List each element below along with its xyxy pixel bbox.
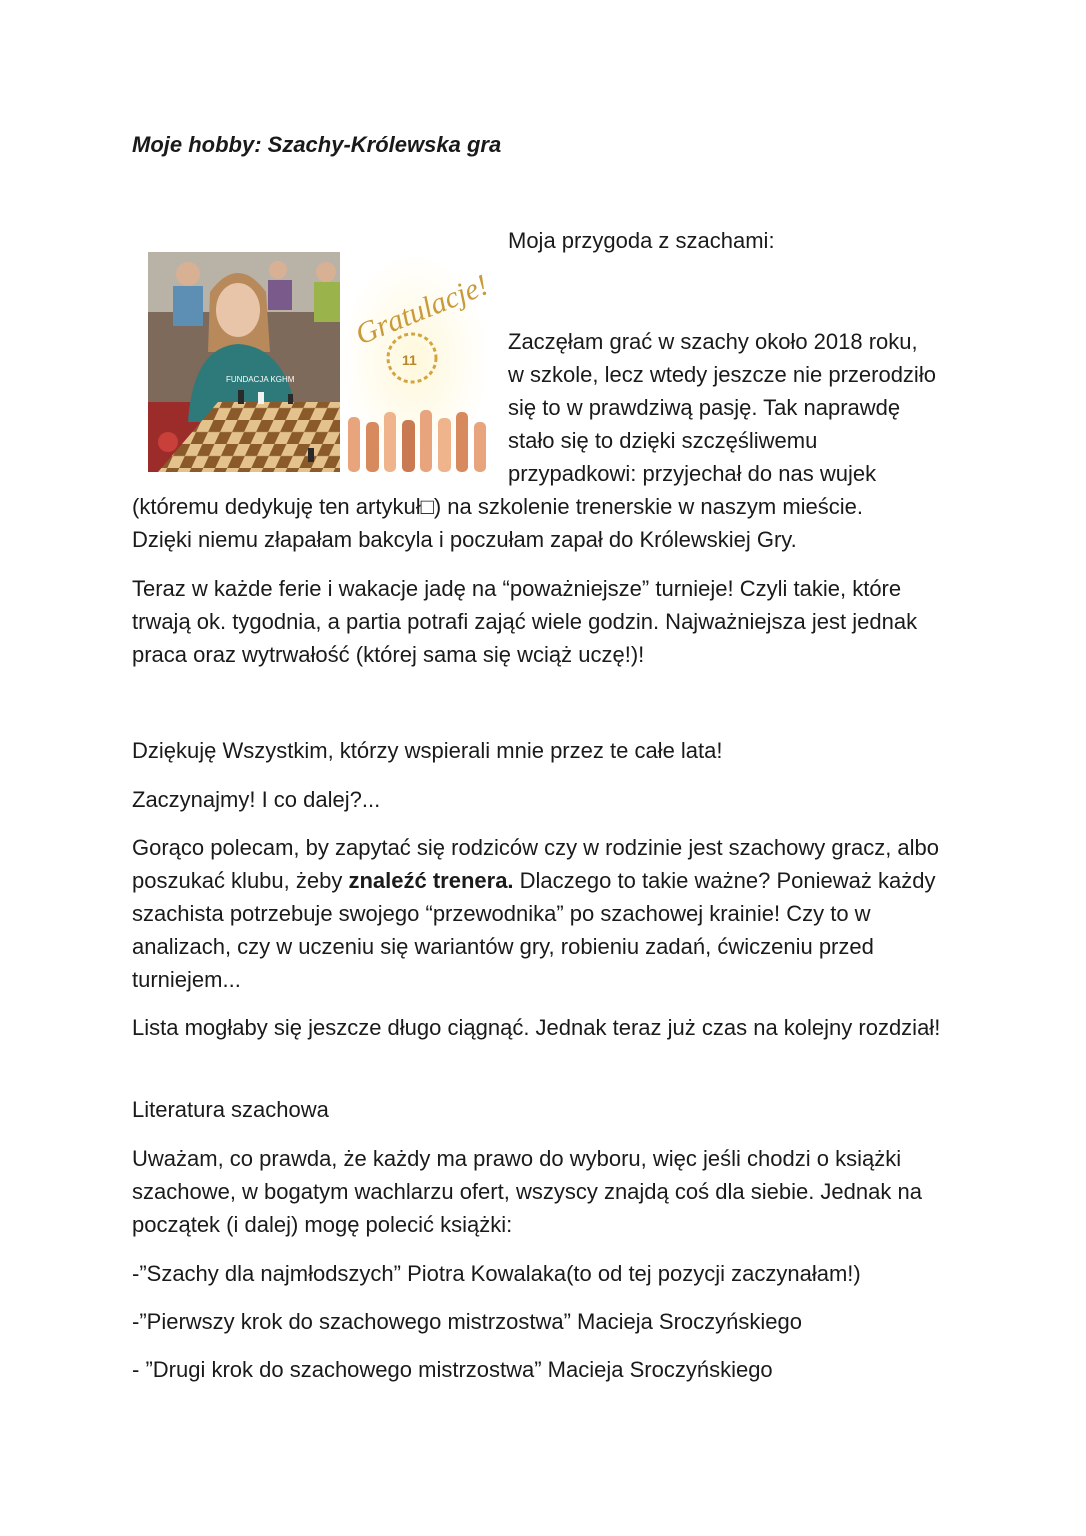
paragraph-literature bbox=[132, 1142, 962, 1241]
paragraph-thanks bbox=[132, 734, 962, 767]
chess-photo bbox=[148, 252, 490, 472]
text-span: Gorąco polecam, by zapytać się rodziców czy w rodzinie jest szachowy gracz, albo poszukać klubu, żeby bbox=[132, 835, 940, 893]
text-line: Dzięki niemu złapałam bakcyla i poczułam zapał do Królewskiej Gry. bbox=[132, 527, 797, 552]
paragraph-text bbox=[132, 831, 962, 996]
section-heading-literature bbox=[132, 1093, 962, 1126]
svg-text:FUNDACJA KGHM: FUNDACJA KGHM bbox=[226, 375, 295, 384]
paragraph-text: Lista mogłaby się jeszcze długo ciągnąć. Jednak teraz już czas na kolejny rozdział! bbox=[132, 1015, 941, 1040]
paragraph-text: Dziękuję Wszystkim, którzy wspierali mnie przez te całe lata! bbox=[132, 738, 723, 763]
paragraph-intro-continued bbox=[132, 490, 962, 556]
text-span: Dlaczego to takie ważne? Ponieważ każdy szachista potrzebuje swojego “przewodnika” po szachowej krainie! Czy to w analizach, czy w uczeniu się wariantów gry, robieniu zadań, ćwiczeniu przed turniejem... bbox=[132, 868, 936, 992]
svg-text:Gratulacje!: Gratulacje! bbox=[350, 268, 490, 352]
section-heading-adventure: Moja przygoda z szachami: bbox=[508, 228, 775, 253]
document-title: Moje hobby: Szachy-Królewska gra bbox=[132, 132, 502, 157]
chess-photo-collage bbox=[148, 252, 490, 472]
book-list-item bbox=[132, 1257, 962, 1290]
book-title: -”Szachy dla najmłodszych” Piotra Kowalaka(to od tej pozycji zaczynałam!) bbox=[132, 1261, 861, 1286]
bold-text-find-coach: znaleźć trenera. bbox=[348, 868, 514, 893]
paragraph-intro-wrapped bbox=[508, 325, 968, 490]
paragraph-text: Uważam, co prawda, że każdy ma prawo do wyboru, więc jeśli chodzi o książki szachowe, w bogatym wachlarzu ofert, wszyscy znajdą coś dla siebie. Jednak na początek (i dalej) mogę polecić książki: bbox=[132, 1146, 922, 1237]
book-title: - ”Drugi krok do szachowego mistrzostwa” Macieja Sroczyńskiego bbox=[132, 1357, 773, 1382]
text-line: stało się to dzięki szczęśliwemu bbox=[508, 428, 818, 453]
text-line: (któremu dedykuję ten artykuł□) na szkolenie trenerskie w naszym mieście. bbox=[132, 494, 864, 519]
book-title: -”Pierwszy krok do szachowego mistrzostwa” Macieja Sroczyńskiego bbox=[132, 1309, 802, 1334]
paragraph-start bbox=[132, 783, 962, 816]
text-line: przypadkowi: przyjechał do nas wujek bbox=[508, 461, 877, 486]
svg-text:11: 11 bbox=[402, 352, 417, 368]
book-list-item bbox=[132, 1353, 962, 1386]
book-list-item bbox=[132, 1305, 962, 1338]
text-line: w szkole, lecz wtedy jeszcze nie przerodziło bbox=[508, 362, 936, 387]
text-line: Zaczęłam grać w szachy około 2018 roku, bbox=[508, 329, 918, 354]
paragraph-list-continues bbox=[132, 1011, 962, 1044]
paragraph-text: Teraz w każde ferie i wakacje jadę na “poważniejsze” turnieje! Czyli takie, które trwają ok. tygodnia, a partia potrafi zająć wiele godzin. Najważniejsza jest jednak praca oraz wytrwałość (której sama się wciąż uczę!)! bbox=[132, 576, 918, 667]
paragraph-text: Zaczynajmy! I co dalej?... bbox=[132, 787, 381, 812]
heading-text: Literatura szachowa bbox=[132, 1097, 329, 1122]
paragraph-coach bbox=[132, 831, 962, 996]
text-line: się to w prawdziwą pasję. Tak naprawdę bbox=[508, 395, 901, 420]
paragraph-tournaments bbox=[132, 572, 962, 671]
